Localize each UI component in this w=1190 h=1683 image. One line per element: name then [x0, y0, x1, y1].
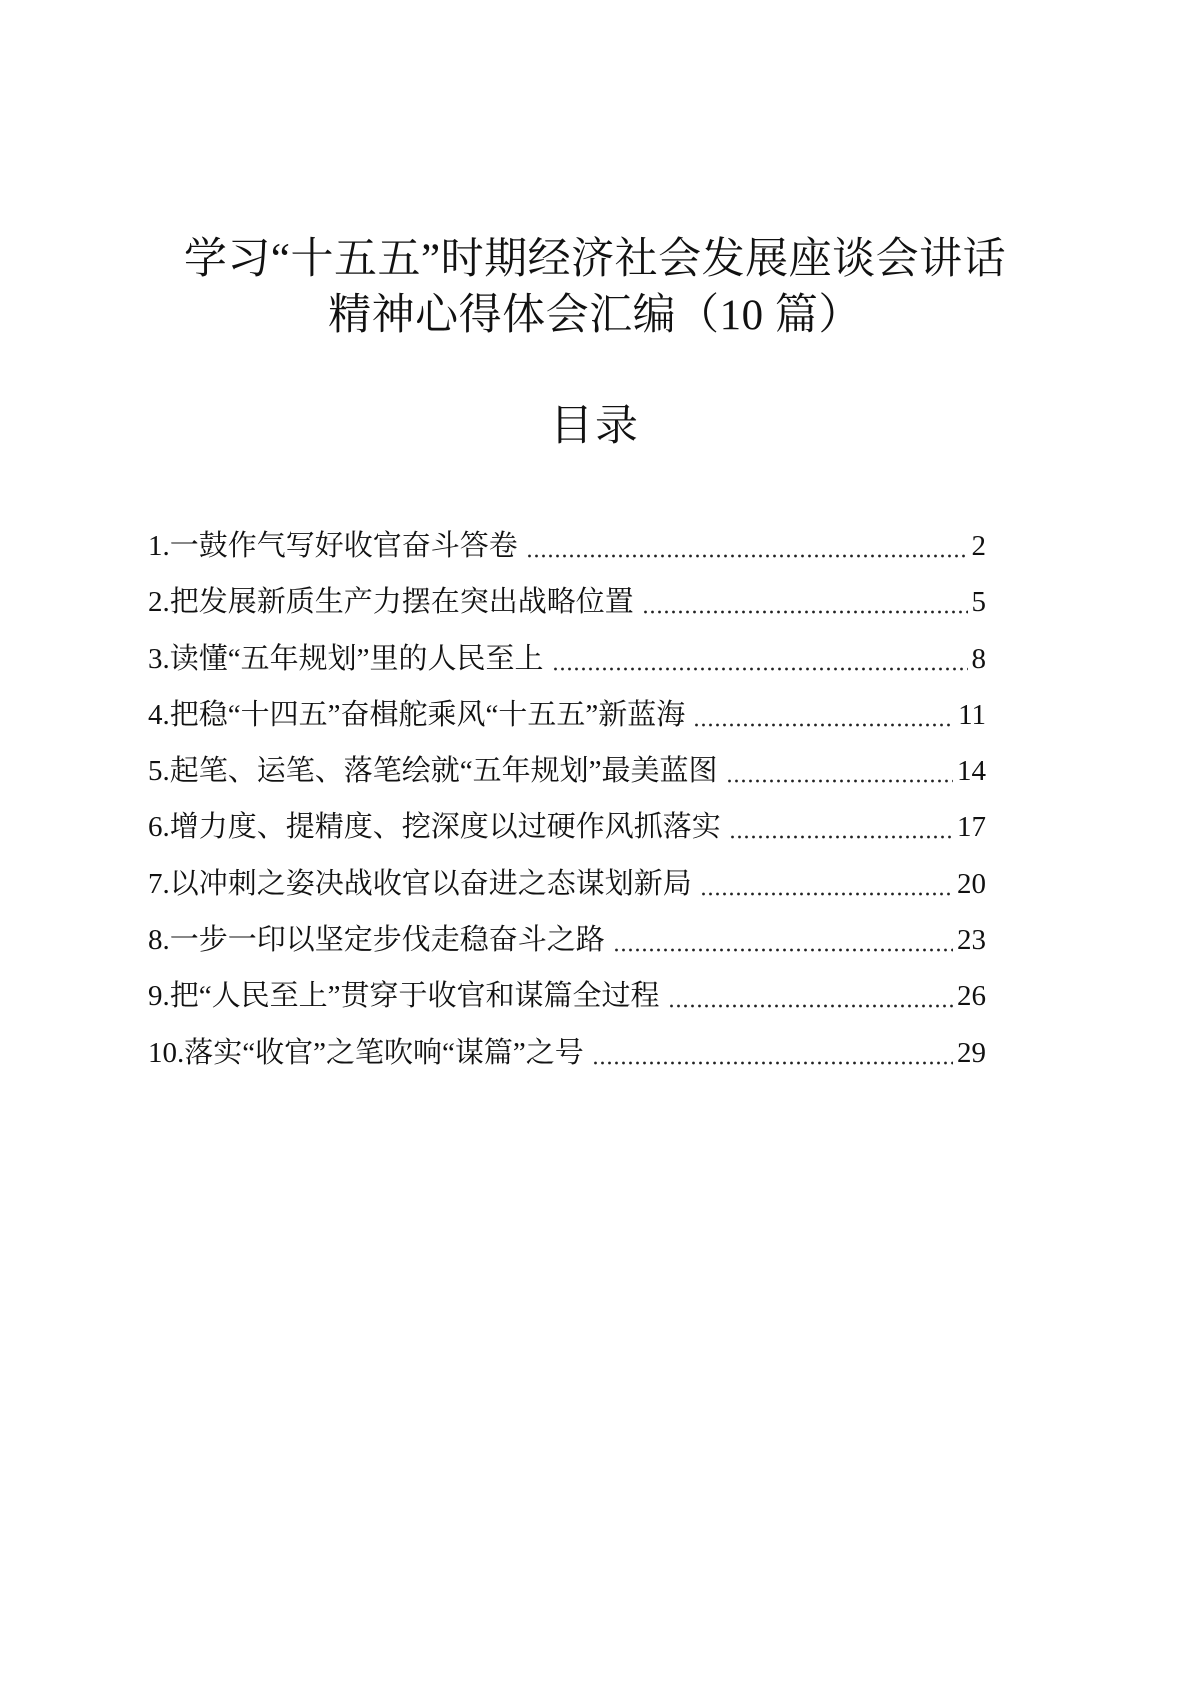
toc-heading: 目录 [550, 403, 640, 450]
toc-entry-page: 23 [957, 924, 986, 957]
toc-entry-label: 8.一步一印以坚定步伐走稳奋斗之路 [148, 924, 605, 957]
toc-entry-label: 2.把发展新质生产力摆在突出战略位置 [148, 586, 634, 619]
toc-entry-label: 1.一鼓作气写好收官奋斗答卷 [148, 530, 518, 562]
toc-entry-label: 10.落实“收官”之笔吹响“谋篇”之号 [148, 1036, 584, 1069]
toc-dot-leader [592, 1025, 953, 1081]
toc-dot-leader [613, 912, 953, 968]
toc-entry-page: 17 [957, 811, 986, 844]
toc-entry [148, 574, 986, 630]
toc-entry-label: 4.把稳“十四五”奋楫舵乘风“十五五”新蓝海 [148, 698, 686, 731]
toc-entry [148, 743, 986, 799]
table-of-contents [148, 518, 986, 1081]
toc-entry [148, 518, 986, 574]
toc-entry-page: 26 [957, 980, 986, 1013]
toc-dot-leader [526, 518, 968, 574]
toc-entry-page: 29 [957, 1036, 986, 1069]
toc-entry-label: 3.读懂“五年规划”里的人民至上 [148, 642, 544, 675]
toc-entry-page: 14 [957, 755, 986, 788]
title-line-1: 学习“十五五”时期经济社会发展座谈会讲话 [183, 236, 1007, 283]
toc-entry [148, 1025, 986, 1081]
toc-entry-page: 8 [971, 642, 986, 675]
title-line-2: 精神心得体会汇编（10 篇） [328, 292, 862, 339]
toc-dot-leader [700, 856, 953, 912]
toc-entry-label: 9.把“人民至上”贯穿于收官和谋篇全过程 [148, 980, 660, 1013]
toc-dot-leader [726, 743, 954, 799]
toc-entry-page: 2 [971, 530, 986, 562]
toc-dot-leader [668, 968, 954, 1024]
toc-entry-page: 11 [958, 698, 986, 731]
toc-entry [148, 968, 986, 1024]
toc-entry-label: 5.起笔、运笔、落笔绘就“五年规划”最美蓝图 [148, 755, 718, 788]
toc-entry [148, 687, 986, 743]
toc-entry [148, 912, 986, 968]
toc-dot-leader [729, 799, 953, 855]
toc-entry [148, 799, 986, 855]
toc-dot-leader [693, 687, 954, 743]
toc-entry-page: 5 [971, 586, 986, 619]
document-title [100, 232, 1090, 344]
toc-entry [148, 856, 986, 912]
toc-entry-label: 7.以冲刺之姿决战收官以奋进之态谋划新局 [148, 867, 692, 900]
toc-entry-page: 20 [957, 867, 986, 900]
toc-dot-leader [552, 631, 968, 687]
toc-dot-leader [642, 574, 968, 630]
toc-entry-label: 6.增力度、提精度、挖深度以过硬作风抓落实 [148, 811, 721, 844]
toc-entry [148, 631, 986, 687]
